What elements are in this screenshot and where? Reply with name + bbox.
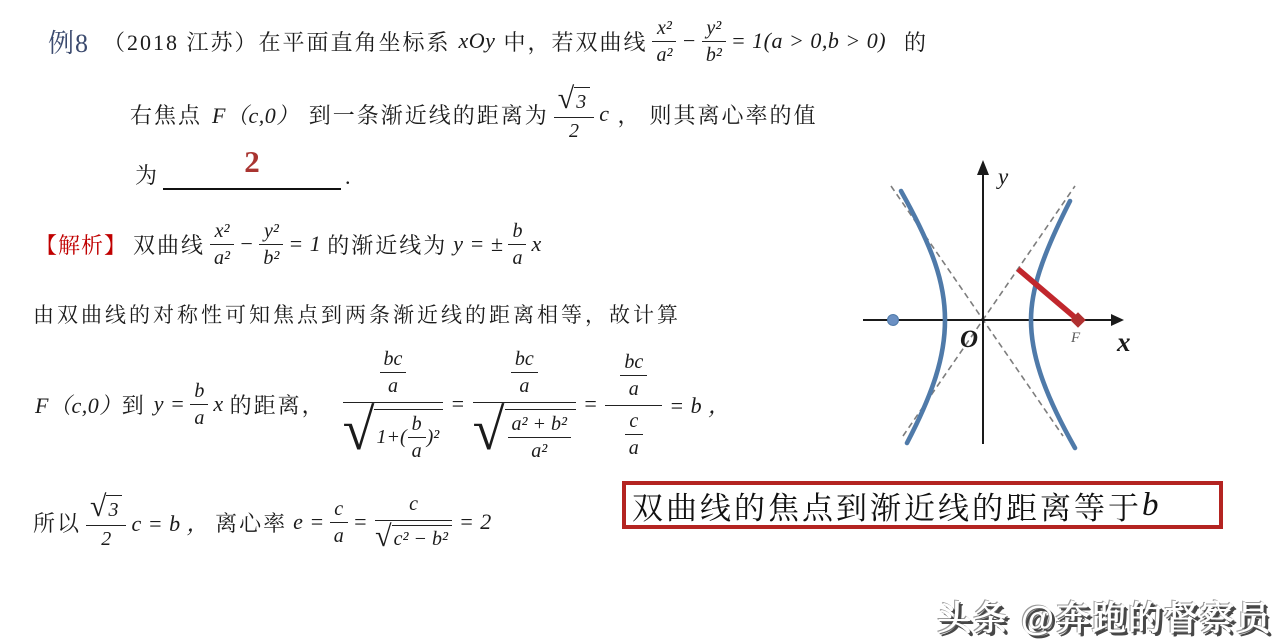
sqrt-3: √ 3 — [558, 86, 590, 116]
problem-text: 右焦点 — [130, 102, 203, 128]
minus-sign: − — [681, 28, 697, 53]
hyperbola-figure — [843, 150, 1163, 478]
sqrt-1-plus-ba-squared: √ 1+( $\frac{b}{a}$ )² — [343, 406, 444, 463]
fraction-x2-a2: $\frac{\text{x²}}{\text{a²}}$ — [652, 16, 676, 67]
asymptote-equation: y = ± — [453, 231, 504, 256]
period: . — [345, 164, 353, 189]
result-2: = 2 — [458, 509, 492, 534]
fraction-c-a: $\frac{c}{a}$ — [625, 409, 643, 460]
equals-sign: = — [450, 391, 466, 416]
origin-label: O — [960, 326, 979, 353]
x-axis-label: x — [1117, 327, 1131, 357]
answer-blank — [163, 144, 341, 190]
fraction-b-a: $\frac{b}{a}$ — [508, 219, 526, 270]
conclusion-text: 双曲线的焦点到渐近线的距离等于 — [632, 490, 1142, 526]
solution-text: 所以 — [33, 510, 82, 536]
equation-condition: = 1(a > 0,b > 0) — [730, 28, 887, 53]
solution-text: 由双曲线的对称性可知焦点到两条渐近线的距离相等，故计算 — [33, 303, 681, 327]
distance-expression-3 — [605, 348, 662, 460]
fraction-a2b2-a2: $\frac{\text{a² + b²}}{\text{a²}}$ — [508, 412, 572, 463]
hyperbola-right-branch — [1031, 201, 1075, 448]
example-tag: 例8 — [48, 28, 90, 58]
focus-coordinates: F（c,0） — [35, 392, 122, 418]
focus-label: F — [1071, 330, 1081, 346]
problem-text: （2018 江苏）在平面直角坐标系 — [103, 29, 451, 55]
fraction-y2-b2: $\frac{\text{y²}}{\text{b²}}$ — [702, 16, 726, 67]
distance-expression-1 — [343, 345, 444, 463]
distance-expression-2 — [473, 345, 576, 463]
solution-text: 双曲线 — [133, 232, 206, 258]
problem-text: 为 — [135, 163, 160, 188]
solution-line-2 — [33, 297, 681, 331]
minus-sign: − — [239, 231, 255, 256]
e-equals: e = — [293, 509, 325, 534]
solution-line-3 — [35, 338, 731, 470]
b-variable: b — [1142, 486, 1159, 523]
fraction-sqrt3-2: √ 3 2 — [554, 86, 594, 143]
problem-line-1 — [48, 12, 928, 70]
equals-sign: = — [352, 509, 369, 534]
comma: ， — [617, 102, 642, 128]
y-axis-label: y — [998, 164, 1009, 189]
x-variable: x — [213, 391, 224, 416]
line-equation: y = — [153, 391, 186, 416]
problem-text: 到一条渐近线的距离为 — [308, 102, 549, 128]
equals-one: = 1 — [288, 231, 322, 256]
fraction-x2-a2: $\frac{\text{x²}}{\text{a²}}$ — [210, 219, 234, 270]
solution-line-4 — [33, 484, 492, 560]
solution-text: 的距离， — [229, 392, 326, 418]
solution-line-1 — [35, 212, 542, 276]
x-variable: x — [531, 231, 542, 256]
answer-value: 2 — [244, 144, 260, 179]
problem-line-2 — [130, 81, 818, 142]
sqrt-a2-plus-b2-over-a2: √ $\frac{\text{a² + b²}}{\text{a²}}$ — [473, 406, 576, 463]
eccentricity-expression: c √ c² − b² — [375, 491, 452, 554]
fraction-b-a: $\frac{b}{a}$ — [190, 379, 208, 430]
fraction-bc-a: $\frac{bc}{a}$ — [620, 350, 647, 401]
problem-text: 的 — [904, 29, 929, 55]
xoy-variable: xOy — [458, 28, 496, 53]
fraction-sqrt3-2: √ 3 2 — [86, 494, 126, 551]
c-variable: c — [599, 101, 610, 126]
focus-coordinates: F（c,0） — [212, 102, 299, 128]
fraction-bc-a: $\frac{bc}{a}$ — [511, 347, 538, 398]
answer-line — [135, 144, 353, 190]
fraction-b-a: $\frac{b}{a}$ — [408, 412, 426, 463]
fraction-c-a: $\frac{c}{a}$ — [330, 497, 348, 548]
c-equals-b: c = b ， — [131, 510, 210, 536]
x-axis-arrow — [1111, 314, 1124, 326]
left-focus-point — [888, 315, 899, 326]
distance-segment — [1018, 269, 1078, 320]
sqrt-c2-minus-b2: √ c² − b² — [375, 524, 452, 554]
solution-text: 的渐近线为 — [327, 232, 448, 258]
fraction-y2-b2: $\frac{\text{y²}}{\text{b²}}$ — [259, 219, 283, 270]
solution-text: 离心率 — [215, 510, 288, 536]
sqrt-3: √ 3 — [90, 494, 122, 524]
problem-text: 中，若双曲线 — [503, 29, 648, 55]
watermark: 头条 @奔跑的督察员 — [937, 600, 1272, 638]
result-b: = b ， — [669, 392, 731, 418]
analysis-label: 【解析】 — [35, 232, 128, 258]
y-axis-arrow — [977, 160, 989, 175]
solution-text: 到 — [121, 392, 146, 418]
hyperbola-left-branch — [901, 191, 945, 443]
conclusion-box — [622, 481, 1223, 529]
equals-sign: = — [583, 391, 599, 416]
problem-text: 则其离心率的值 — [649, 102, 818, 128]
fraction-bc-a: $\frac{bc}{a}$ — [380, 347, 407, 398]
